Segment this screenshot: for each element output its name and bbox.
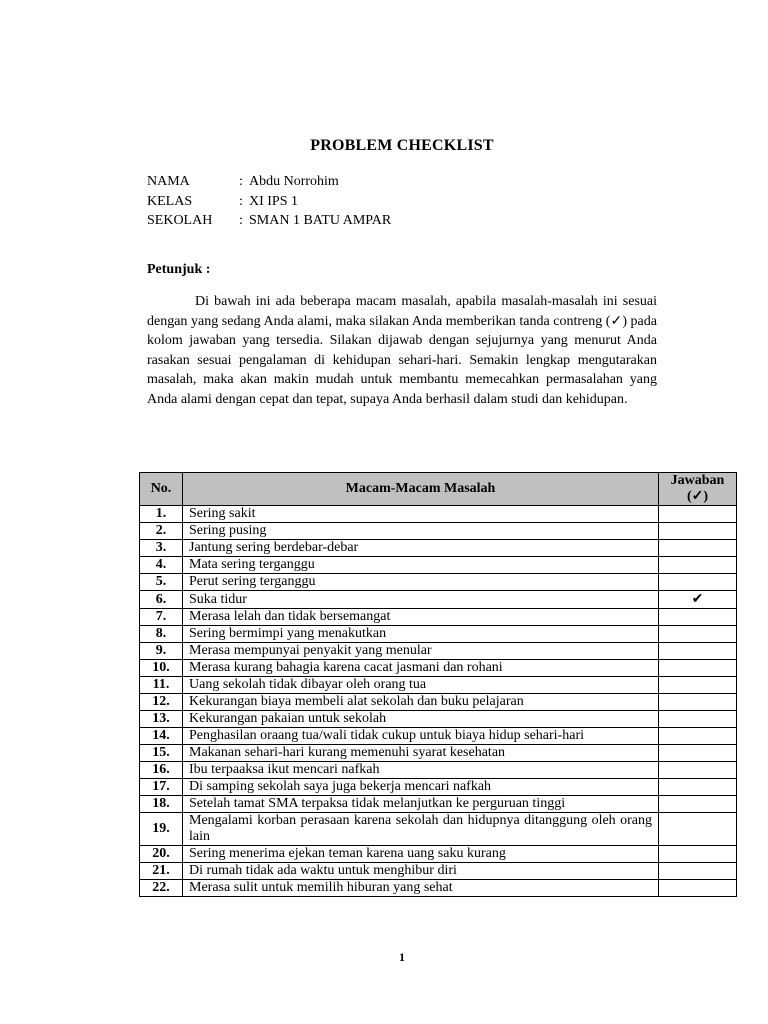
row-problem: Ibu terpaaksa ikut mencari nafkah bbox=[183, 762, 659, 779]
row-answer-cell[interactable] bbox=[659, 846, 737, 863]
row-problem: Kekurangan biaya membeli alat sekolah dan buku pelajaran bbox=[183, 694, 659, 711]
info-label: KELAS bbox=[147, 193, 193, 209]
instructions-label: Petunjuk : bbox=[147, 262, 211, 277]
table-row bbox=[140, 846, 737, 863]
row-answer-cell[interactable] bbox=[659, 677, 737, 694]
row-number: 4. bbox=[140, 557, 183, 574]
row-number: 7. bbox=[140, 609, 183, 626]
row-problem: Makanan sehari-hari kurang memenuhi syarat kesehatan bbox=[183, 745, 659, 762]
row-answer-cell[interactable] bbox=[659, 626, 737, 643]
info-separator: : bbox=[239, 213, 243, 228]
problem-checklist-table bbox=[139, 472, 737, 897]
table-row bbox=[140, 626, 737, 643]
row-answer-cell[interactable] bbox=[659, 660, 737, 677]
table-row bbox=[140, 557, 737, 574]
info-label: NAMA bbox=[147, 174, 190, 189]
row-problem: Di rumah tidak ada waktu untuk menghibur diri bbox=[183, 863, 659, 880]
row-number: 8. bbox=[140, 626, 183, 643]
row-number: 16. bbox=[140, 762, 183, 779]
document-title: PROBLEM CHECKLIST bbox=[310, 137, 494, 154]
info-label: SEKOLAH bbox=[147, 213, 213, 228]
row-answer-cell[interactable] bbox=[659, 557, 737, 574]
row-problem: Penghasilan oraang tua/wali tidak cukup untuk biaya hidup sehari-hari bbox=[183, 728, 659, 745]
row-number: 12. bbox=[140, 694, 183, 711]
row-answer-cell[interactable] bbox=[659, 523, 737, 540]
row-problem: Di samping sekolah saya juga bekerja mencari nafkah bbox=[183, 779, 659, 796]
table-row bbox=[140, 609, 737, 626]
student-info bbox=[147, 172, 391, 231]
row-problem: Suka tidur bbox=[183, 591, 659, 609]
header-answer-label: Jawaban bbox=[670, 473, 725, 488]
row-number: 5. bbox=[140, 574, 183, 591]
row-number: 13. bbox=[140, 711, 183, 728]
table-header-row bbox=[140, 473, 737, 506]
table-row bbox=[140, 863, 737, 880]
table-row bbox=[140, 506, 737, 523]
row-answer-cell[interactable] bbox=[659, 609, 737, 626]
row-number: 15. bbox=[140, 745, 183, 762]
info-row bbox=[147, 211, 391, 231]
table-row bbox=[140, 591, 737, 609]
row-number: 19. bbox=[140, 813, 183, 846]
instructions-paragraph: Di bawah ini ada beberapa macam masalah, apabila masalah-masalah ini sesuai dengan yang sedang Anda alami, maka silakan Anda memberikan tanda contreng (✓) pada kolom jawaban yang tersedia. Silakan dijawab dengan sejujurnya yang menurut Anda rasakan sesuai pengalaman di kehidupan sehari-hari. Semakin lengkap mengutarakan masalah, maka akan makin mudah untuk membantu memecahkan permasalahan yang Anda alami dengan cepat dan tepat, supaya Anda berhasil dalam studi dan kehidupan. bbox=[147, 294, 657, 407]
table-row bbox=[140, 677, 737, 694]
table-row bbox=[140, 796, 737, 813]
header-answer bbox=[659, 473, 737, 506]
row-answer-cell[interactable] bbox=[659, 880, 737, 897]
row-problem: Jantung sering berdebar-debar bbox=[183, 540, 659, 557]
row-number: 21. bbox=[140, 863, 183, 880]
row-answer-cell[interactable] bbox=[659, 694, 737, 711]
row-problem: Merasa kurang bahagia karena cacat jasmani dan rohani bbox=[183, 660, 659, 677]
table-row bbox=[140, 745, 737, 762]
row-problem: Sering sakit bbox=[183, 506, 659, 523]
row-answer-cell[interactable] bbox=[659, 643, 737, 660]
row-problem: Setelah tamat SMA terpaksa tidak melanjutkan ke perguruan tinggi bbox=[183, 796, 659, 813]
row-problem: Sering bermimpi yang menakutkan bbox=[183, 626, 659, 643]
info-value: Abdu Norrohim bbox=[249, 174, 339, 189]
row-number: 10. bbox=[140, 660, 183, 677]
table-row bbox=[140, 540, 737, 557]
row-answer-cell[interactable]: ✔ bbox=[659, 591, 737, 609]
row-number: 20. bbox=[140, 846, 183, 863]
info-separator: : bbox=[239, 174, 243, 189]
row-answer-cell[interactable] bbox=[659, 711, 737, 728]
row-answer-cell[interactable] bbox=[659, 506, 737, 523]
info-row bbox=[147, 192, 391, 212]
row-problem: Sering menerima ejekan teman karena uang saku kurang bbox=[183, 846, 659, 863]
row-number: 3. bbox=[140, 540, 183, 557]
row-answer-cell[interactable] bbox=[659, 762, 737, 779]
row-problem: Mata sering terganggu bbox=[183, 557, 659, 574]
row-answer-cell[interactable] bbox=[659, 745, 737, 762]
row-number: 14. bbox=[140, 728, 183, 745]
row-number: 6. bbox=[140, 591, 183, 609]
row-problem: Merasa sulit untuk memilih hiburan yang sehat bbox=[183, 880, 659, 897]
info-row bbox=[147, 172, 391, 192]
row-problem: Uang sekolah tidak dibayar oleh orang tua bbox=[183, 677, 659, 694]
row-answer-cell[interactable] bbox=[659, 796, 737, 813]
table-row bbox=[140, 779, 737, 796]
row-number: 22. bbox=[140, 880, 183, 897]
table-row bbox=[140, 711, 737, 728]
info-separator: : bbox=[239, 193, 243, 209]
table-row bbox=[140, 660, 737, 677]
table-row bbox=[140, 694, 737, 711]
row-answer-cell[interactable] bbox=[659, 728, 737, 745]
row-number: 1. bbox=[140, 506, 183, 523]
row-problem: Kekurangan pakaian untuk sekolah bbox=[183, 711, 659, 728]
info-value: XI IPS 1 bbox=[249, 193, 299, 209]
row-number: 17. bbox=[140, 779, 183, 796]
table-row bbox=[140, 762, 737, 779]
table-row bbox=[140, 880, 737, 897]
row-problem: Mengalami korban perasaan karena sekolah dan hidupnya ditanggung oleh orang lain bbox=[183, 813, 659, 846]
row-answer-cell[interactable] bbox=[659, 813, 737, 846]
info-value: SMAN 1 BATU AMPAR bbox=[249, 213, 392, 228]
page-number: 1 bbox=[399, 950, 405, 964]
row-number: 9. bbox=[140, 643, 183, 660]
row-answer-cell[interactable] bbox=[659, 574, 737, 591]
table-row bbox=[140, 728, 737, 745]
row-problem: Merasa lelah dan tidak bersemangat bbox=[183, 609, 659, 626]
row-answer-cell[interactable] bbox=[659, 779, 737, 796]
header-problem: Macam-Macam Masalah bbox=[183, 473, 659, 506]
row-problem: Sering pusing bbox=[183, 523, 659, 540]
table-row bbox=[140, 813, 737, 846]
row-number: 18. bbox=[140, 796, 183, 813]
row-problem: Merasa mempunyai penyakit yang menular bbox=[183, 643, 659, 660]
row-answer-cell[interactable] bbox=[659, 863, 737, 880]
row-problem: Perut sering terganggu bbox=[183, 574, 659, 591]
table-row bbox=[140, 643, 737, 660]
header-answer-checkmark: (✓) bbox=[686, 489, 709, 504]
table-row bbox=[140, 574, 737, 591]
table-row bbox=[140, 523, 737, 540]
row-answer-cell[interactable] bbox=[659, 540, 737, 557]
row-number: 2. bbox=[140, 523, 183, 540]
row-number: 11. bbox=[140, 677, 183, 694]
header-no: No. bbox=[140, 473, 183, 506]
